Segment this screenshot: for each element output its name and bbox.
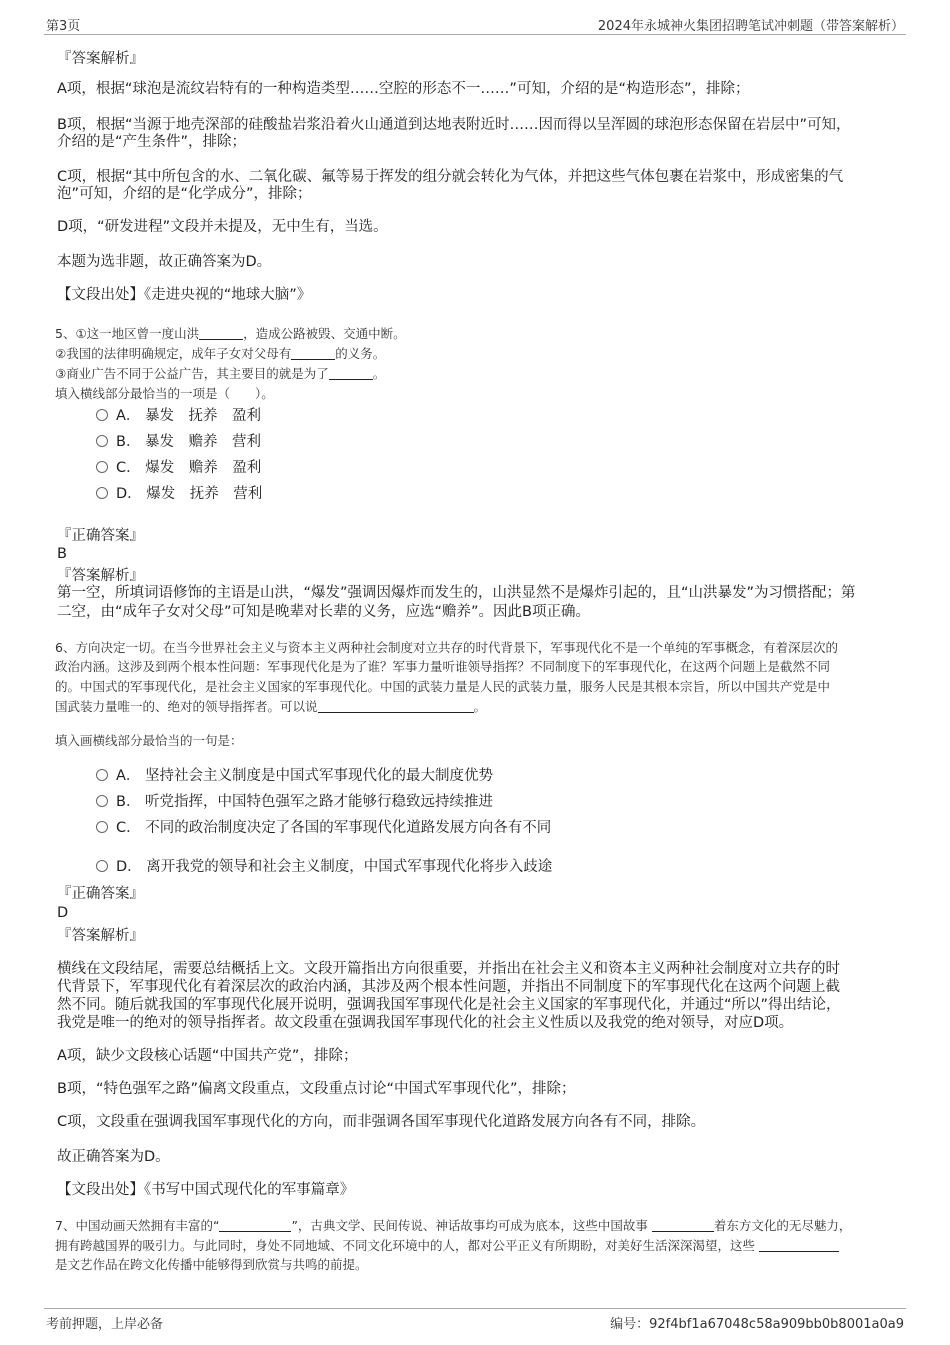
q4-analysis-c-line2: 泡”可知，介绍的是“化学成分”，排除； (57, 186, 312, 202)
q6-analysis-a: A项，缺少文段核心话题“中国共产党”，排除； (57, 1048, 358, 1064)
page-header (44, 12, 906, 32)
q6-option-c[interactable]: C． 不同的政治制度决定了各国的军事现代化道路发展方向各有不同 (96, 818, 551, 838)
radio-icon[interactable] (96, 860, 108, 872)
q4-analysis-b-line2: 介绍的是“产生条件”，排除； (57, 134, 247, 150)
radio-icon[interactable] (96, 769, 108, 781)
radio-icon[interactable] (96, 461, 108, 473)
q5-analysis-label: 『答案解析』 (57, 568, 144, 584)
radio-icon[interactable] (96, 487, 108, 499)
q5-analysis-line2: 二空，由“成年子女对父母”可知是晚辈对长辈的义务，应选“赡养”。因此B项正确。 (57, 604, 590, 620)
q5-answer-label: 『正确答案』 (57, 528, 144, 544)
q4-analysis-c-line1: C项，根据“其中所包含的水、二氧化碳、氟等易于挥发的组分就会转化为气体，并把这些气体包裹在岩浆中，形成密集的气 (57, 169, 844, 185)
q4-analysis-d: D项，“研发进程”文段并未提及，无中生有，当选。 (57, 219, 388, 235)
q7-line2: 拥有跨越国界的吸引力。与此同时，身处不同地域、不同文化环境中的人，都对公平正义有所期盼，对美好生活深深渴望，这些 (55, 1236, 893, 1256)
q5-option-c[interactable]: C． 爆发 赡养 盈利 (96, 458, 261, 478)
q6-answer: D (57, 905, 69, 921)
q6-prompt: 填入画横线部分最恰当的一句是： (55, 733, 243, 748)
document-id: 编号：92f4bf1a67048c58a909bb0b8001a0a9 (610, 1317, 904, 1332)
q6-analysis-line3: 然不同。随后就我国的军事现代化展开说明，强调我国军事现代化是社会主义国家的军事现代化，并通过“所以”得出结论， (57, 997, 841, 1013)
q6-analysis-line4: 我党是唯一的绝对的领导指挥者。故文段重在强调我国军事现代化的社会主义性质以及我党的绝对领导，对应D项。 (57, 1015, 794, 1031)
footer-slogan: 考前押题，上岸必备 (46, 1317, 164, 1332)
q6-analysis-c: C项，文段重在强调我国军事现代化的方向，而非强调各国军事现代化道路发展方向各有不同，排除。 (57, 1114, 706, 1130)
q5-statement-1: 5、①这一地区曾一度山洪 ，造成公路被毁、交通中断。 (55, 326, 406, 341)
footer-divider (44, 1308, 906, 1309)
q4-analysis-a: A项，根据“球泡是流纹岩特有的一种构造类型……空腔的形态不一……”可知，介绍的是“构造形态”，排除； (57, 81, 750, 97)
q4-source: 【文段出处】《走进央视的“地球大脑”》 (57, 287, 312, 303)
blank-line (329, 365, 373, 380)
q6-conclusion: 故正确答案为D。 (57, 1149, 170, 1165)
blank-line (291, 345, 335, 360)
q5-answer: B (57, 546, 67, 562)
q6-answer-label: 『正确答案』 (57, 886, 144, 902)
q7-line3: 是文艺作品在跨文化传播中能够得到欣赏与共鸣的前提。 (55, 1257, 368, 1272)
q6-option-b[interactable]: B． 听党指挥，中国特色强军之路才能够行稳致远持续推进 (96, 792, 493, 812)
q6-passage-line4: 国武装力量唯一的、绝对的领导指挥者。可以说 。 (55, 699, 487, 714)
radio-icon[interactable] (96, 795, 108, 807)
header-divider (44, 34, 906, 35)
q4-conclusion: 本题为选非题，故正确答案为D。 (57, 254, 272, 270)
blank-line (199, 325, 243, 340)
q5-option-a[interactable]: A． 暴发 抚养 盈利 (96, 406, 261, 426)
q6-passage-line1: 6、方向决定一切。在当今世界社会主义与资本主义两种社会制度对立共存的时代背景下，军事现代化不是一个单纯的军事概念，有着深层次的 (55, 640, 838, 655)
q6-analysis-label: 『答案解析』 (57, 928, 144, 944)
blank-line (219, 1217, 291, 1232)
q5-prompt: 填入横线部分最恰当的一项是（ ）。 (55, 386, 274, 401)
blank-line (318, 698, 474, 713)
document-title: 2024年永城神火集团招聘笔试冲刺题（带答案解析） (597, 19, 904, 34)
q6-passage-line2: 政治内涵。这涉及到两个根本性问题：军事现代化是为了谁？军事力量听谁领导指挥？不同制度下的军事现代化，在这两个问题上是截然不同 (55, 659, 831, 674)
blank-line (652, 1217, 714, 1232)
q5-option-d[interactable]: D． 爆发 抚养 营利 (96, 484, 262, 504)
q5-statement-2: ②我国的法律明确规定，成年子女对父母有 的义务。 (55, 346, 386, 361)
q6-passage-line3: 的。中国式的军事现代化，是社会主义国家的军事现代化。中国的武装力量是人民的武装力量，服务人民是其根本宗旨，所以中国共产党是中 (55, 679, 831, 694)
q6-option-a[interactable]: A． 坚持社会主义制度是中国式军事现代化的最大制度优势 (96, 766, 493, 786)
q5-option-b[interactable]: B． 暴发 赡养 营利 (96, 432, 261, 452)
radio-icon[interactable] (96, 821, 108, 833)
blank-line (759, 1237, 839, 1252)
q5-analysis-line1: 第一空，所填词语修饰的主语是山洪，“爆发”强调因爆炸而发生的，山洪显然不是爆炸引起的，且“山洪暴发”为习惯搭配；第 (57, 585, 856, 601)
q6-analysis-b: B项，“特色强军之路”偏离文段重点，文段重点讨论“中国式军事现代化”，排除； (57, 1081, 576, 1097)
q5-statement-3: ③商业广告不同于公益广告，其主要目的就是为了 。 (55, 366, 386, 381)
q6-option-d[interactable]: D． 离开我党的领导和社会主义制度，中国式军事现代化将步入歧途 (96, 857, 552, 877)
radio-icon[interactable] (96, 435, 108, 447)
q4-analysis-b-line1: B项，根据“当源于地壳深部的硅酸盐岩浆沿着火山通道到达地表附近时……因而得以呈浑圆的球泡形态保留在岩层中”可知， (57, 117, 851, 133)
q6-analysis-line2: 代背景下，军事现代化有着深层次的政治内涵，其涉及两个根本性问题，并指出不同制度下的军事现代化在这两个问题上截 (57, 979, 840, 995)
page-number: 第3页 (46, 19, 81, 34)
q7-line1: 7、中国动画天然拥有丰富的“ ”，古典文学、民间传说、神话故事均可成为底本，这些中国故事 着东方文化的无尽魅力， (55, 1218, 852, 1233)
q4-analysis-label: 『答案解析』 (57, 51, 144, 67)
radio-icon[interactable] (96, 409, 108, 421)
q6-source: 【文段出处】《书写中国式现代化的军事篇章》 (57, 1182, 355, 1198)
q6-analysis-line1: 横线在文段结尾，需要总结概括上文。文段开篇指出方向很重要，并指出在社会主义和资本主义两种社会制度对立共存的时 (57, 961, 840, 977)
